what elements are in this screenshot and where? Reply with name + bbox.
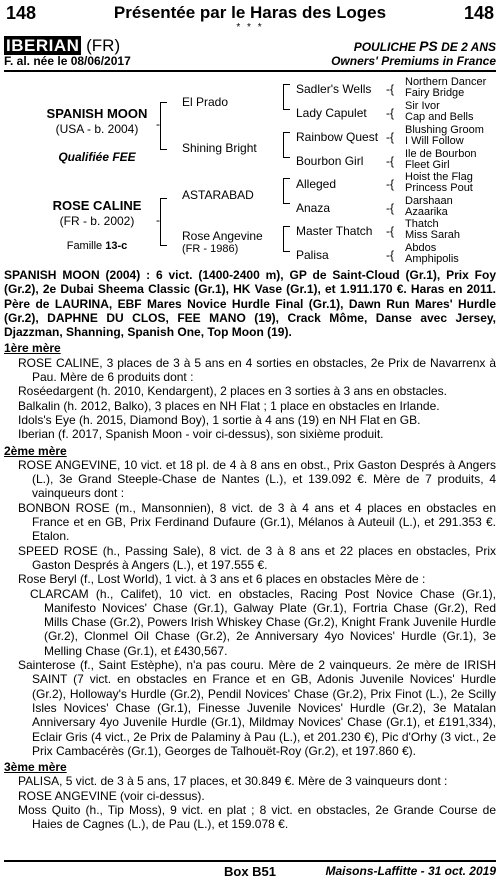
second-dam-produce-3: Rose Beryl (f., Lost World), 1 vict. à 3 ans et 6 places en obstacles Mère de : — [18, 572, 426, 587]
gen4-8: Fleet Girl — [405, 159, 450, 171]
gen4-2: Fairy Bridge — [405, 87, 465, 99]
gen4-5: Blushing Groom — [405, 124, 484, 136]
lot-number-left: 148 — [6, 3, 37, 23]
dam-family: Famille 13-c — [66, 240, 128, 252]
first-dam-intro: ROSE CALINE, 3 places de 3 à 5 ans en 4 sorties en obstacles, 2e Prix de Navarrenx à Pau. Mère de 6 produits dont : — [18, 355, 496, 385]
gen4-3: Sir Ivor — [405, 100, 440, 112]
catalogue-body — [4, 268, 496, 832]
gen4-6: I Will Follow — [405, 135, 464, 147]
gen4-15: Abdos — [405, 242, 437, 254]
dam-info: (FR - b. 2002) — [59, 214, 135, 228]
gen4-11: Darshaan — [405, 195, 453, 207]
gen3-4: Bourbon Girl — [296, 154, 364, 168]
ps-mark: PS — [419, 38, 438, 54]
second-dam-produce-2: SPEED ROSE (h., Passing Sale), 8 vict. de 3 à 8 ans et 22 places en obstacles, Prix Gaston Després à Angers (L.), et 197.555 €. — [18, 543, 496, 572]
gen4-7: Ile de Bourbon — [405, 148, 477, 160]
gen2-2: Shining Bright — [182, 141, 257, 155]
gen2-1: El Prado — [182, 95, 229, 109]
horse-name: IBERIAN — [6, 36, 80, 55]
lot-number-right: 148 — [463, 3, 494, 23]
first-dam-produce-2: Balkalin (h. 2012, Balko), 3 places en NH Flat ; 1 place en obstacles en Irlande. — [18, 398, 440, 413]
gen3-5: Alleged — [296, 177, 337, 191]
sire-note: Qualifiée FEE — [58, 150, 136, 164]
gen3-6: Anaza — [296, 201, 331, 215]
first-dam-produce-1: Roséedargent (h. 2010, Kendargent), 2 places en 3 sorties à 3 ans en obstacles. — [18, 384, 447, 399]
third-dam-intro: PALISA, 5 vict. de 3 à 5 ans, 17 places, et 30.849 €. Mère de 3 vainqueurs dont : — [18, 774, 448, 789]
second-dam-produce-1: BONBON ROSE (m., Mansonnien), 8 vict. de 3 à 4 ans et 4 places en obstacles en France et en GB, Prix Ferdinand Dufaure (Gr.1), Mélanos à Auteuil (L.), et 291.353 €. Etalon. — [18, 500, 496, 544]
sire-name: SPANISH MOON — [46, 106, 148, 121]
horse-id-bar — [4, 36, 496, 72]
second-dam-produce-5: Sainterose (f., Saint Estèphe), n'a pas couru. Mère de 2 vainqueurs. 2e mère de IRISH SAINT (7 vict. en obstacles en France et en GB, Adonis Juvenile Novices' Hurdle (Gr.2), Holloway's Hurdle (Gr.2), Pendil Novices' Chase (Gr.2), Prix Finot (L.), 2e Scilly Isles Novices' Chase (Gr.1), Finesse Juvenile Novices' Hurdle (Gr.2), 3e Matalan Anniversary 4yo Juvenile Hurdle (Gr.1), Mildmay Novices' Chase (Gr.1), et £191,334), Eclair Gris (4 vict., 2e Prix de Palaminy à Pau (L.), et 201.230 €), Pic d'Orhy (3 vict., 2e Prix Cambacérès (Gr.1), Georges de Talhouët-Roy (Gr.2), et 197.860 €). — [18, 658, 496, 758]
box-number: Box B51 — [223, 864, 277, 879]
gen4-9: Hoist the Flag — [405, 171, 473, 183]
pedigree-table: SPANISH MOON (USA - b. 2004) Qualifiée FEE ROSE CALINE (FR - b. 2002) Famille 13-c - - El Prado Shining Bright ASTARABAD Rose Angevine (FR - 1986) Sadler's Wells Lady Capulet Rainbow Quest Bourbon Girl Alleged Anaza Master Thatch Palisa -{ -{ -{ -{ -{ -{ -{ -{ Northern Dancer Fairy Bridge Sir Ivor Cap and Bells Blushing Groom I Will Follow Ile de Bourbon Fleet Girl Hoist the Flag Princess Pout Darshaan Azaarika Thatch Miss Sarah Abdos Amphipolis — [0, 74, 500, 266]
page-header — [6, 3, 494, 33]
gen3-3: Rainbow Quest — [296, 130, 379, 144]
bracket-sire — [160, 102, 167, 150]
gen4-1: Northern Dancer — [405, 76, 487, 88]
horse-country: (FR) — [86, 36, 121, 55]
owners-premiums: Owners' Premiums in France — [331, 54, 496, 68]
gen3-7: Master Thatch — [296, 224, 373, 238]
gen4-10: Princess Pout — [405, 182, 473, 194]
first-dam-produce-4: Iberian (f. 2017, Spanish Moon - voir ci-dessus), son sixième produit. — [18, 427, 384, 442]
page-footer — [4, 860, 496, 880]
foaling-date: F. al. née le 08/06/2017 — [4, 54, 131, 68]
gen3-2: Lady Capulet — [296, 106, 367, 120]
first-dam-produce-3: Idols's Eye (h. 2015, Diamond Boy), 1 sortie à 4 ans (19) en NH Flat en GB. — [18, 412, 421, 427]
gen4-16: Amphipolis — [405, 253, 459, 265]
gen4-14: Miss Sarah — [405, 229, 461, 241]
bracket-dam — [160, 198, 167, 246]
section-second-dam: 2ème mère — [4, 443, 67, 458]
gen4-4: Cap and Bells — [405, 111, 474, 123]
horse-name-line — [4, 36, 120, 56]
sex-age: POULICHE PS DE 2 ANS — [353, 38, 496, 54]
gen2-3: ASTARABAD — [182, 188, 254, 202]
third-dam-produce-1: ROSE ANGEVINE (voir ci-dessus). — [18, 788, 205, 803]
third-dam-produce-2: Moss Quito (h., Tip Moss), 9 vict. en plat ; 8 vict. en obstacles, 2e Grande Course de Haies de Cagnes (L.), de Pau (L.), et 159.078 €. — [18, 802, 496, 832]
header-stars: * * * — [236, 22, 264, 33]
gen4-13: Thatch — [405, 218, 439, 230]
sale-place-date: Maisons-Laffitte - 31 oct. 2019 — [325, 864, 496, 878]
gen3-8: Palisa — [296, 248, 329, 262]
section-first-dam: 1ère mère — [4, 341, 61, 356]
sire-info: (USA - b. 2004) — [55, 122, 139, 136]
gen2-4-note: (FR - 1986) — [182, 243, 239, 255]
gen4-12: Azaarika — [405, 206, 448, 218]
gen2-4: Rose Angevine — [182, 229, 263, 243]
dam-name: ROSE CALINE — [52, 198, 142, 213]
consignor-title: Présentée par le Haras des Loges — [113, 3, 387, 22]
second-dam-produce-4: CLARCAM (h., Califet), 10 vict. en obstacles, Racing Post Novice Chase (Gr.1), Manifesto Novices' Chase (Gr.1), Galway Plate (Gr.1), Fortria Chase (Gr.2), Red Mills Chase (Gr.2), Powers Irish Whiskey Chase (Gr.2), Knight Frank Juvenile Hurdle (Gr.2), Clonmel Oil Chase (Gr.2), 2e Anniversary 4yo Novices' Hurdle (Gr.1), 3e Melling Chase (Gr.1), et £430,567. — [30, 586, 496, 658]
second-dam-intro: ROSE ANGEVINE, 10 vict. et 18 pl. de 4 à 8 ans en obst., Prix Gaston Després à Angers (L.), 3e Grand Steeple-Chase de Nantes (L.), et 139.092 €. Mère de 7 produits, 4 vainqueurs dont : — [18, 457, 496, 501]
section-third-dam: 3ème mère — [4, 760, 67, 775]
sire-record: SPANISH MOON (2004) : 6 vict. (1400-2400 m), GP de Saint-Cloud (Gr.1), Prix Foy (Gr.2), 2e Dubai Sheema Classic (Gr.1), HK Vase (Gr.1), et 1.911.170 €. Haras en 2011. Père de LAURINA, EBF Mares Novice Hurdle Final (Gr.1), Dawn Run Mares' Hurdle (Gr.2), DAPHNE DU CLOS, FEE MANO (19), Crack Môme, Danse avec Jersey, Djazzman, Shanning, Spanish One, Top Moon (19). — [4, 268, 496, 340]
gen3-1: Sadler's Wells — [296, 82, 372, 96]
